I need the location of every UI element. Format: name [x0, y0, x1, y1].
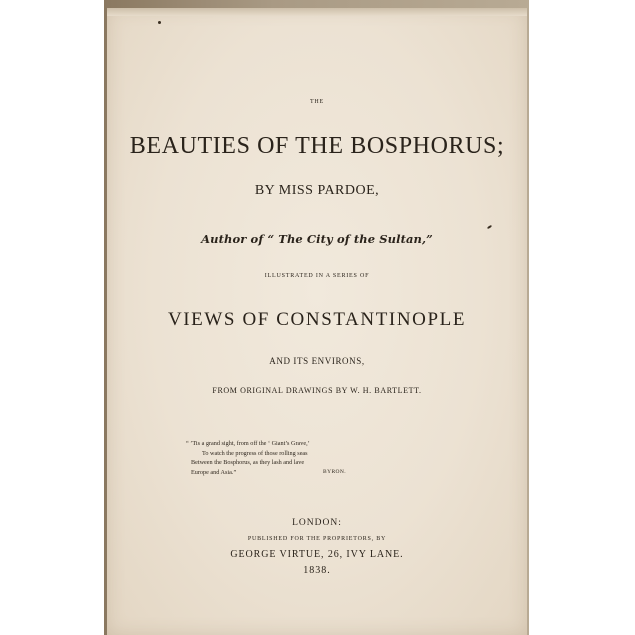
imprint-year: 1838.: [303, 565, 331, 576]
drawings-credit: FROM ORIGINAL DRAWINGS BY W. H. BARTLETT.: [212, 386, 422, 395]
environs-line: AND ITS ENVIRONS,: [269, 356, 365, 366]
epigraph: [186, 439, 386, 477]
views-heading: VIEWS OF CONSTANTINOPLE: [167, 309, 467, 330]
epigraph-line: Europe and Asia.”: [191, 468, 237, 476]
imprint-published-for: PUBLISHED FOR THE PROPRIETORS, BY: [247, 536, 387, 542]
imprint-city: LONDON:: [292, 518, 342, 528]
title-page: [107, 8, 527, 635]
author-credit: Author of “ The City of the Sultan,”: [201, 232, 433, 246]
ink-speck: [158, 21, 161, 24]
epigraph-attribution: BYRON.: [323, 468, 347, 475]
page-top-edge: [107, 8, 527, 16]
book-title: BEAUTIES OF THE BOSPHORUS;: [129, 133, 505, 159]
epigraph-line: “ ’Tis a grand sight, from off the ‘ Giant’s Grave,’: [186, 440, 310, 447]
ink-speck: [487, 225, 492, 230]
epigraph-line: To watch the progress of those rolling seas: [202, 449, 308, 457]
illustrated-line: ILLUSTRATED IN A SERIES OF: [264, 273, 370, 279]
epigraph-line: Between the Bosphorus, as they lash and lave: [191, 459, 305, 466]
title-article: THE: [309, 99, 325, 105]
imprint-publisher: GEORGE VIRTUE, 26, IVY LANE.: [230, 549, 404, 560]
author-line: BY MISS PARDOE,: [254, 183, 380, 198]
epigraph-line-last: [186, 468, 386, 478]
